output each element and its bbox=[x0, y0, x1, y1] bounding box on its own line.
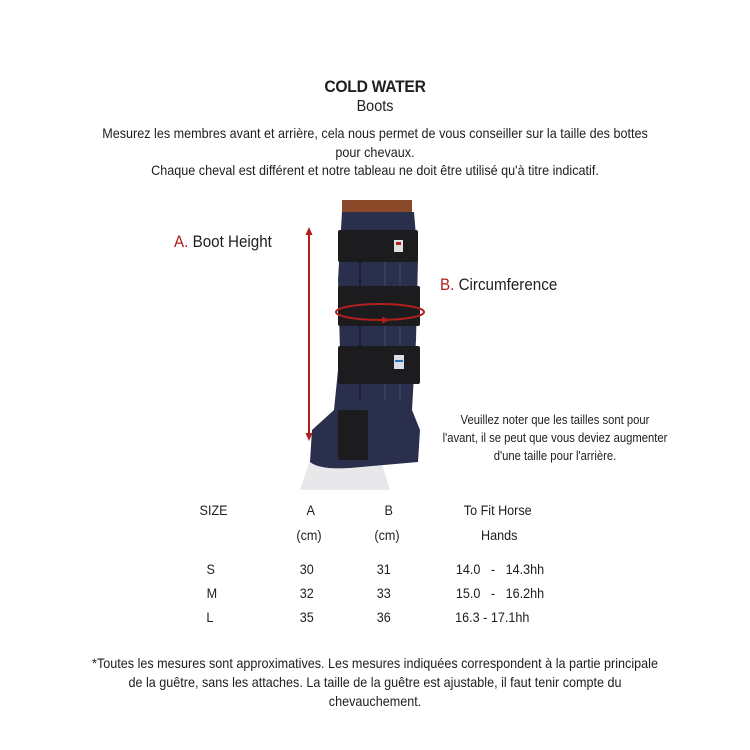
strap-lower bbox=[338, 346, 420, 384]
label-a-text: Boot Height bbox=[192, 233, 272, 251]
footnote: *Toutes les mesures sont approximatives. Les mesures indiquées correspondent à la partie principale de la guêtre, sans les attaches. La taille de la guêtre est ajustable, il faut tenir compte du chevauchement. bbox=[92, 655, 658, 709]
row-l-a: 35 bbox=[299, 609, 314, 625]
boot-diagram-image bbox=[290, 200, 450, 490]
header-hands-unit: Hands bbox=[481, 527, 518, 543]
row-m-size: M bbox=[206, 585, 218, 601]
row-l-hands: 16.3 - 17.1hh bbox=[455, 609, 530, 625]
row-l-size: L bbox=[206, 609, 214, 625]
label-boot-height bbox=[174, 233, 272, 252]
intro-text bbox=[92, 124, 659, 180]
header-size: SIZE bbox=[199, 502, 228, 518]
product-title: COLD WATER bbox=[324, 77, 426, 96]
row-s-b: 31 bbox=[376, 561, 391, 577]
intro-line-2: Chaque cheval est différent et notre tableau ne doit être utilisé qu'à titre indicatif. bbox=[151, 162, 599, 178]
label-a-letter: A. bbox=[174, 233, 189, 251]
row-m-hands: 15.0 - 16.2hh bbox=[455, 585, 545, 601]
row-l-b: 36 bbox=[376, 609, 391, 625]
strap-top bbox=[338, 230, 418, 262]
strap-bottom bbox=[338, 410, 368, 460]
intro-line-1: Mesurez les membres avant et arrière, cela nous permet de vous conseiller sur la taille des bottes pour chevaux. bbox=[102, 125, 648, 160]
front-rear-note: Veuillez noter que les tailles sont pour l'avant, il se peut que vous deviez augmenter d'une taille pour l'arrière. bbox=[442, 413, 668, 463]
row-m-a: 32 bbox=[299, 585, 314, 601]
label-b-text: Circumference bbox=[458, 276, 558, 294]
row-s-hands: 14.0 - 14.3hh bbox=[455, 561, 545, 577]
header-a-unit: (cm) bbox=[296, 527, 322, 543]
product-subtitle: Boots bbox=[356, 98, 394, 115]
row-s-a: 30 bbox=[299, 561, 314, 577]
header-b-unit: (cm) bbox=[374, 527, 400, 543]
label-b-letter: B. bbox=[440, 276, 455, 294]
row-m-b: 33 bbox=[376, 585, 391, 601]
header-hands: To Fit Horse bbox=[463, 502, 532, 518]
label-circumference bbox=[440, 276, 557, 295]
header-a: A bbox=[306, 502, 315, 518]
header-b: B bbox=[384, 502, 393, 518]
row-s-size: S bbox=[206, 561, 215, 577]
